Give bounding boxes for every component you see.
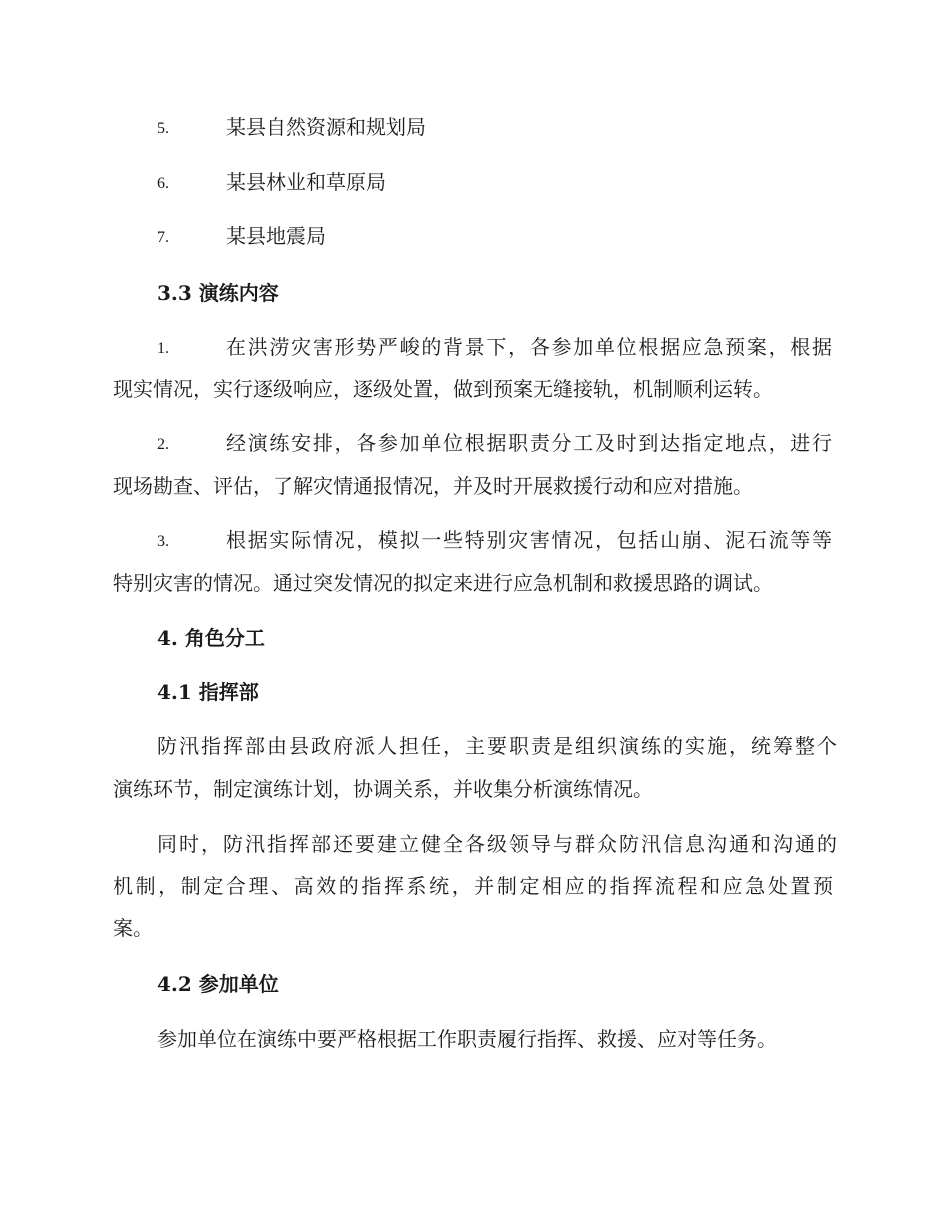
list-item-number: 7.: [157, 229, 169, 246]
paragraph-line: 现场勘查、评估，了解灾情通报情况，并及时开展救援行动和应对措施。: [113, 474, 753, 498]
list-item-text: 某县自然资源和规划局: [226, 115, 426, 139]
paragraph-line: 案。: [113, 916, 153, 940]
paragraph-line: 在洪涝灾害形势严峻的背景下，各参加单位根据应急预案，根据: [226, 335, 832, 359]
list-item-number: 6.: [157, 175, 169, 192]
paragraph-line: 参加单位在演练中要严格根据工作职责履行指挥、救援、应对等任务。: [157, 1027, 777, 1051]
list-item-text: 某县地震局: [226, 224, 326, 248]
list-item-number: 3.: [157, 533, 169, 550]
section-heading-4-2: 4.2 参加单位: [157, 972, 279, 996]
paragraph-line: 现实情况，实行逐级响应，逐级处置，做到预案无缝接轨，机制顺利运转。: [113, 377, 773, 401]
section-heading-4-1: 4.1 指挥部: [157, 680, 259, 704]
paragraph-line: 同时，防汛指挥部还要建立健全各级领导与群众防汛信息沟通和沟通的: [157, 832, 837, 856]
list-item-number: 1.: [157, 340, 169, 357]
list-item-text: 某县林业和草原局: [226, 170, 386, 194]
paragraph-line: 机制，制定合理、高效的指挥系统，并制定相应的指挥流程和应急处置预: [113, 874, 833, 898]
paragraph-line: 演练环节，制定演练计划，协调关系，并收集分析演练情况。: [113, 777, 653, 801]
paragraph-line: 经演练安排，各参加单位根据职责分工及时到达指定地点，进行: [226, 431, 832, 455]
paragraph-line: 防汛指挥部由县政府派人担任，主要职责是组织演练的实施，统筹整个: [157, 734, 837, 758]
paragraph-line: 特别灾害的情况。通过突发情况的拟定来进行应急机制和救援思路的调试。: [113, 571, 773, 595]
list-item-number: 2.: [157, 436, 169, 453]
section-heading-4: 4. 角色分工: [157, 626, 265, 650]
section-heading-3-3: 3.3 演练内容: [157, 281, 279, 305]
paragraph-line: 根据实际情况，模拟一些特别灾害情况，包括山崩、泥石流等等: [226, 528, 832, 552]
list-item-number: 5.: [157, 120, 169, 137]
